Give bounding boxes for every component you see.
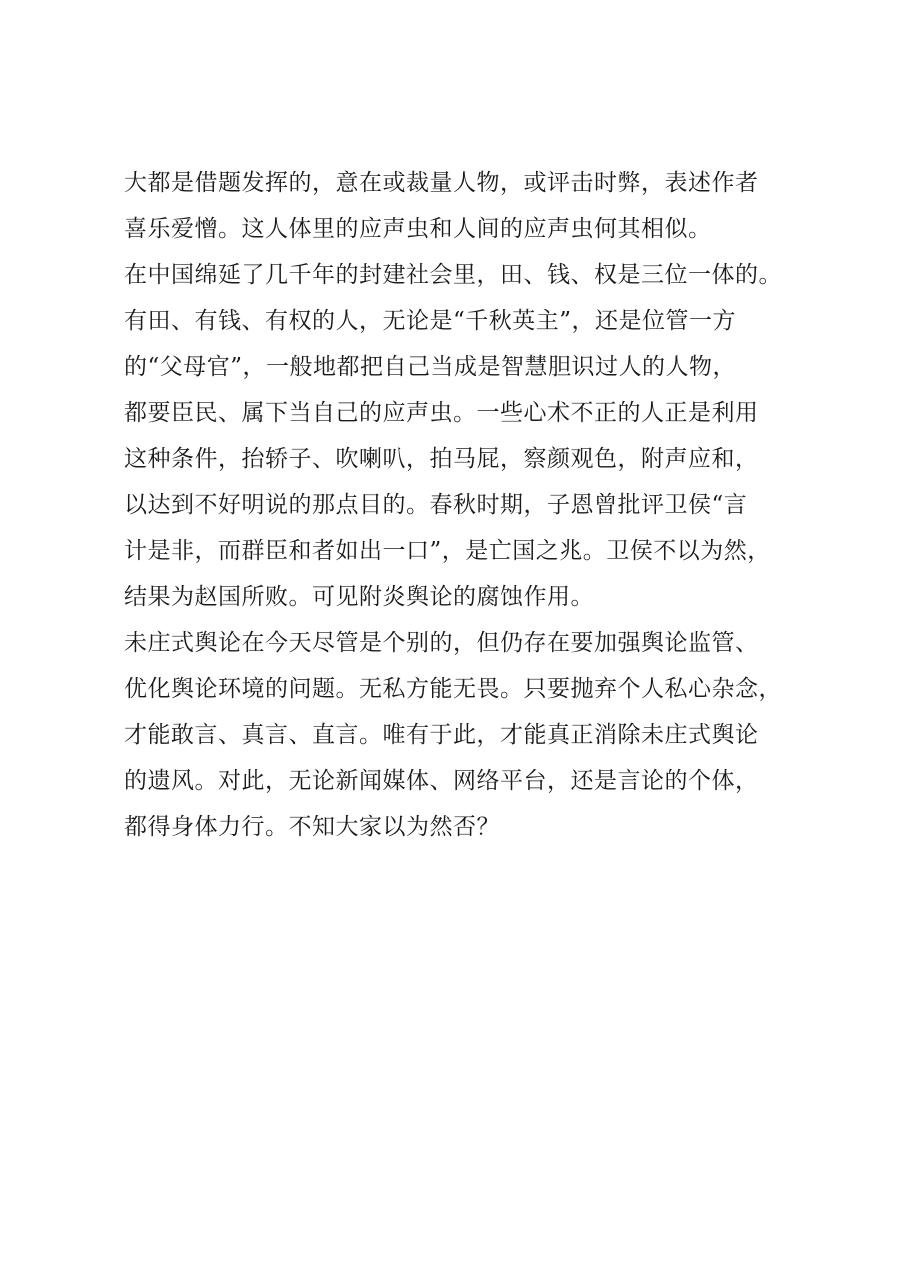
text-line: 的遗风。对此，无论新闻媒体、网络平台，还是言论的个体， [124, 768, 759, 794]
text-line: 结果为赵国所败。可见附炎舆论的腐蚀作用。 [124, 584, 594, 610]
text-line: 才能敢言、真言、直言。唯有于此，才能真正消除未庄式舆论 [124, 722, 759, 748]
text-line: 优化舆论环境的问题。无私方能无畏。只要抛弃个人私心杂念， [124, 676, 782, 702]
text-line: 未庄式舆论在今天尽管是个别的，但仍存在要加强舆论监管、 [124, 630, 759, 656]
text-line: 这种条件，抬轿子、吹喇叭，拍马屁，察颜观色，附声应和， [124, 446, 759, 472]
text-line: 以达到不好明说的那点目的。春秋时期，子恩曾批评卫侯“言 [124, 492, 748, 518]
body-text [124, 160, 824, 850]
text-line: 有田、有钱、有权的人，无论是“千秋英主”，还是位管一方 [124, 308, 737, 334]
text-line: 喜乐爱憎。这人体里的应声虫和人间的应声虫何其相似。 [124, 216, 712, 242]
text-line: 的“父母官”，一般地都把自己当成是智慧胆识过人的人物， [124, 354, 737, 380]
text-line: 大都是借题发挥的，意在或裁量人物，或评击时弊，表述作者 [124, 170, 759, 196]
text-line: 计是非，而群臣和者如出一口”，是亡国之兆。卫侯不以为然， [124, 538, 771, 564]
text-line: 都得身体力行。不知大家以为然否？ [124, 814, 500, 840]
text-line: 都要臣民、属下当自己的应声虫。一些心术不正的人正是利用 [124, 400, 759, 426]
text-line: 在中国绵延了几千年的封建社会里，田、钱、权是三位一体的。 [124, 262, 782, 288]
